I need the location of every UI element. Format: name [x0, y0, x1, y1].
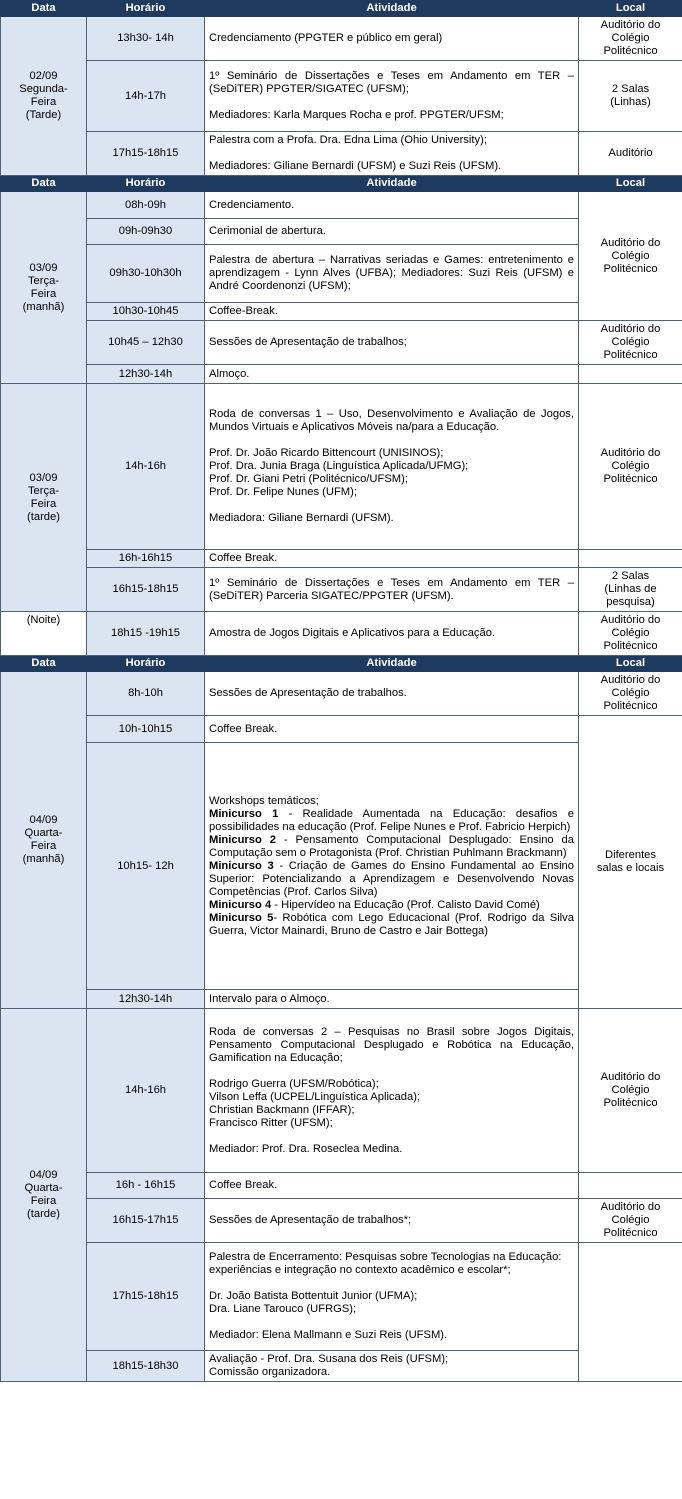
- table-row: [1, 1243, 682, 1351]
- local-cell: Auditório do Colégio Politécnico: [579, 384, 682, 550]
- time-cell: 09h-09h30: [87, 219, 205, 245]
- time-cell: 09h30-10h30h: [87, 245, 205, 303]
- activity-cell: 1º Seminário de Dissertações e Teses em Andamento em TER – (SeDiTER) PPGTER/SIGATEC (UFSM); Mediadores: Karla Marques Rocha e prof. PPGTER/UFSM;: [205, 61, 579, 132]
- time-cell: 18h15-18h30: [87, 1351, 205, 1382]
- header-atividade: Atividade: [205, 656, 579, 672]
- activity-cell: Intervalo para o Almoço.: [205, 990, 579, 1009]
- activity-cell: Workshops temáticos; Minicurso 1 - Realidade Aumentada na Educação: desafios e possibilidades na educação (Prof. Felipe Nunes e Prof. Fabricio Herpich) Minicurso 2 - Pensamento Computacional Desplugado: Ensino da Computação sem o Protagonista (Prof. Christian Puhlmann Brackmann) Minicurso 3 - Criação de Games do Ensino Fundamental ao Ensino Superior: Potencializando a Aprendizagem e Desenvolvendo Novas Competências (Prof. Carlos Silva) Minicurso 4 - Hipervídeo na Educação (Prof. Calisto David Comé) Minicurso 5- Robótica com Lego Educacional (Prof. Rodrigo da Silva Guerra, Victor Mainardi, Bruno de Castro e Jair Bottega): [205, 743, 579, 990]
- local-cell: Auditório do Colégio Politécnico: [579, 1199, 682, 1243]
- table-row: [1, 716, 682, 743]
- local-cell-lower: Diferentes salas e locais: [579, 716, 682, 1009]
- table-row: [1, 1009, 682, 1173]
- activity-cell: Roda de conversas 2 – Pesquisas no Brasil sobre Jogos Digitais, Pensamento Computacional Desplugado e Robótica na Educação, Gamification na Educação; Rodrigo Guerra (UFSM/Robótica); Vilson Leffa (UCPEL/Linguística Aplicada); Christian Backmann (IFFAR); Francisco Ritter (UFSM); Mediador: Prof. Dra. Roseclea Medina.: [205, 1009, 579, 1173]
- time-cell: 13h30- 14h: [87, 17, 205, 61]
- local-cell: 2 Salas (Linhas de pesquisa): [579, 568, 682, 612]
- time-cell: 12h30-14h: [87, 990, 205, 1009]
- table-row: [1, 132, 682, 176]
- local-cell: Auditório do Colégio Politécnico: [579, 1009, 682, 1173]
- activity-cell: Almoço.: [205, 365, 579, 384]
- header-local: Local: [579, 1, 682, 17]
- time-cell: 16h-16h15: [87, 550, 205, 568]
- local-cell-empty: [579, 365, 682, 384]
- table-row: [1, 612, 682, 656]
- local-cell: Auditório do Colégio Politécnico: [579, 612, 682, 656]
- activity-cell: Coffee-Break.: [205, 303, 579, 321]
- table-row: [1, 1199, 682, 1243]
- time-cell: 10h45 – 12h30: [87, 321, 205, 365]
- time-cell: 16h - 16h15: [87, 1173, 205, 1199]
- header-horario: Horário: [87, 176, 205, 192]
- local-cell-empty: [579, 1173, 682, 1199]
- activity-cell: Sessões de Apresentação de trabalhos.: [205, 672, 579, 716]
- activity-cell: Cerimonial de abertura.: [205, 219, 579, 245]
- header-row: [1, 1, 682, 17]
- time-cell: 10h-10h15: [87, 716, 205, 743]
- table-row: [1, 321, 682, 365]
- local-cell: Auditório: [579, 132, 682, 176]
- activity-cell: 1º Seminário de Dissertações e Teses em Andamento em TER – (SeDiTER) Parceria SIGATEC/PPGTER (UFSM).: [205, 568, 579, 612]
- header-row: [1, 176, 682, 192]
- table-row: [1, 672, 682, 716]
- date-cell: 04/09 Quarta- Feira (tarde): [1, 1009, 87, 1382]
- time-cell: 17h15-18h15: [87, 132, 205, 176]
- header-atividade: Atividade: [205, 1, 579, 17]
- header-data: Data: [1, 1, 87, 17]
- table-row: [1, 365, 682, 384]
- local-cell-empty: [579, 1243, 682, 1382]
- activity-cell: Avaliação - Prof. Dra. Susana dos Reis (UFSM); Comissão organizadora.: [205, 1351, 579, 1382]
- activity-cell: Palestra com a Profa. Dra. Edna Lima (Ohio University); Mediadores: Giliane Bernardi (UFSM) e Suzi Reis (UFSM).: [205, 132, 579, 176]
- local-cell: Auditório do Colégio Politécnico: [579, 672, 682, 716]
- time-cell: 08h-09h: [87, 192, 205, 219]
- activity-cell: Palestra de Encerramento: Pesquisas sobre Tecnologias na Educação: experiências e integração no contexto acadêmico e escolar*; Dr. João Batista Bottentuit Junior (UFMA); Dra. Liane Tarouco (UFRGS); Mediador: Elena Mallmann e Suzi Reis (UFSM).: [205, 1243, 579, 1351]
- time-cell: 10h30-10h45: [87, 303, 205, 321]
- time-cell: 12h30-14h: [87, 365, 205, 384]
- header-row: [1, 656, 682, 672]
- header-local: Local: [579, 176, 682, 192]
- table-row: [1, 384, 682, 550]
- time-cell: 14h-17h: [87, 61, 205, 132]
- time-cell: 16h15-17h15: [87, 1199, 205, 1243]
- activity-cell: Palestra de abertura – Narrativas seriadas e Games: entretenimento e aprendizagem - Lynn Alves (UFBA); Mediadores: Suzi Reis (UFSM) e André Coordenonzi (UFSM);: [205, 245, 579, 303]
- header-horario: Horário: [87, 1, 205, 17]
- date-cell: 03/09 Terça- Feira (tarde): [1, 384, 87, 612]
- table-row: [1, 550, 682, 568]
- table-row: [1, 568, 682, 612]
- activity-cell: Coffee Break.: [205, 716, 579, 743]
- header-horario: Horário: [87, 656, 205, 672]
- date-cell: (Noite): [1, 612, 87, 656]
- table-row: [1, 192, 682, 219]
- activity-cell: Coffee Break.: [205, 1173, 579, 1199]
- time-cell: 17h15-18h15: [87, 1243, 205, 1351]
- activity-cell: Credenciamento (PPGTER e público em geral): [205, 17, 579, 61]
- time-cell: 14h-16h: [87, 384, 205, 550]
- date-cell: 04/09 Quarta- Feira (manhã): [1, 672, 87, 1009]
- table-row: [1, 61, 682, 132]
- local-cell-empty: [579, 550, 682, 568]
- local-cell: Auditório do Colégio Politécnico: [579, 17, 682, 61]
- activity-cell: Roda de conversas 1 – Uso, Desenvolvimento e Avaliação de Jogos, Mundos Virtuais e Aplicativos Móveis na/para a Educação. Prof. Dr. João Ricardo Bittencourt (UNISINOS); Prof. Dra. Junia Braga (Linguística Aplicada/UFMG); Prof. Dr. Giani Petri (Politécnico/UFSM); Prof. Dr. Felipe Nunes (UFM); Mediadora: Giliane Bernardi (UFSM).: [205, 384, 579, 550]
- date-cell: 03/09 Terça- Feira (manhã): [1, 192, 87, 384]
- table-row: [1, 17, 682, 61]
- time-cell: 18h15 -19h15: [87, 612, 205, 656]
- date-cell: 02/09 Segunda- Feira (Tarde): [1, 17, 87, 176]
- local-cell: Auditório do Colégio Politécnico: [579, 192, 682, 321]
- local-cell: 2 Salas (Linhas): [579, 61, 682, 132]
- activity-cell: Credenciamento.: [205, 192, 579, 219]
- activity-cell: Amostra de Jogos Digitais e Aplicativos para a Educação.: [205, 612, 579, 656]
- header-data: Data: [1, 656, 87, 672]
- local-cell: Auditório do Colégio Politécnico: [579, 321, 682, 365]
- time-cell: 8h-10h: [87, 672, 205, 716]
- activity-cell: Sessões de Apresentação de trabalhos;: [205, 321, 579, 365]
- header-local: Local: [579, 656, 682, 672]
- activity-cell: Coffee Break.: [205, 550, 579, 568]
- table-row: [1, 1173, 682, 1199]
- header-atividade: Atividade: [205, 176, 579, 192]
- activity-cell: Sessões de Apresentação de trabalhos*;: [205, 1199, 579, 1243]
- time-cell: 14h-16h: [87, 1009, 205, 1173]
- time-cell: 16h15-18h15: [87, 568, 205, 612]
- time-cell: 10h15- 12h: [87, 743, 205, 990]
- header-data: Data: [1, 176, 87, 192]
